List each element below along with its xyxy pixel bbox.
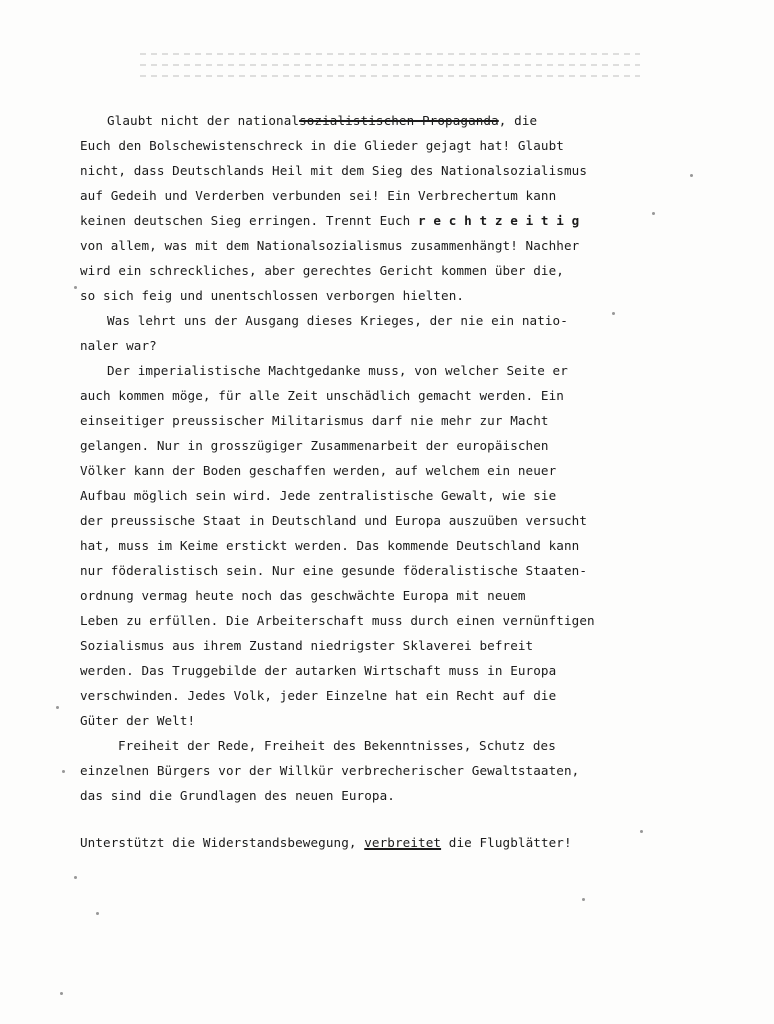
paragraph-3-line-14: verschwinden. Jedes Volk, jeder Einzelne hat ein Recht auf die	[80, 688, 557, 703]
scan-speck	[56, 706, 59, 709]
paragraph-1-line-3: nicht, dass Deutschlands Heil mit dem Sieg des Nationalsozialismus	[80, 163, 588, 178]
paragraph-3-line-6: Aufbau möglich sein wird. Jede zentralistische Gewalt, wie sie	[80, 488, 557, 503]
paragraph-4-line-3: das sind die Grundlagen des neuen Europa.	[80, 788, 395, 803]
paragraph-3-line-1: Der imperialistische Machtgedanke muss, von welcher Seite er	[107, 363, 568, 378]
scan-speck	[690, 174, 693, 177]
paragraph-1-line-5: keinen deutschen Sieg erringen. Trennt Euch r e c h t z e i t i g	[80, 213, 580, 228]
paragraph-3-line-7: der preussische Staat in Deutschland und Europa auszuüben versucht	[80, 513, 588, 528]
paragraph-3-line-12: Sozialismus aus ihrem Zustand niedrigster Sklaverei befreit	[80, 638, 534, 653]
scan-speck	[582, 898, 585, 901]
faint-bleed-through-text	[140, 44, 640, 86]
paragraph-3-line-13: werden. Das Truggebilde der autarken Wirtschaft muss in Europa	[80, 663, 557, 678]
paragraph-4-line-1: Freiheit der Rede, Freiheit des Bekenntnisses, Schutz des	[118, 738, 556, 753]
paragraph-1-line-4: auf Gedeih und Verderben verbunden sei! Ein Verbrechertum kann	[80, 188, 557, 203]
paragraph-3-line-15: Güter der Welt!	[80, 713, 196, 728]
paragraph-4-line-2: einzelnen Bürgers vor der Willkür verbrecherischer Gewaltstaaten,	[80, 763, 580, 778]
paragraph-1-line-7: wird ein schreckliches, aber gerechtes Gericht kommen über die,	[80, 263, 564, 278]
paragraph-2-line-2: naler war?	[80, 338, 157, 353]
scan-speck	[640, 830, 643, 833]
paragraph-3-line-4: gelangen. Nur in grosszügiger Zusammenarbeit der europäischen	[80, 438, 549, 453]
paragraph-1-line-2: Euch den Bolschewistenschreck in die Glieder gejagt hat! Glaubt	[80, 138, 564, 153]
struck-out-word: sozialistischen Propaganda	[299, 113, 499, 128]
paragraph-1-line-8: so sich feig und unentschlossen verborgen hielten.	[80, 288, 465, 303]
paragraph-3-line-3: einseitiger preussischer Militarismus darf nie mehr zur Macht	[80, 413, 549, 428]
paragraph-3-line-11: Leben zu erfüllen. Die Arbeiterschaft muss durch einen vernünftigen	[80, 613, 595, 628]
paragraph-3-line-8: hat, muss im Keime erstickt werden. Das kommende Deutschland kann	[80, 538, 580, 553]
paragraph-3-line-5: Völker kann der Boden geschaffen werden, auf welchem ein neuer	[80, 463, 557, 478]
paragraph-1-line-1: Glaubt nicht der nationalsozialistischen Propaganda, die	[107, 113, 538, 128]
underlined-word-verbreitet: verbreitet	[364, 835, 442, 850]
scan-speck	[96, 912, 99, 915]
paragraph-3-line-10: ordnung vermag heute noch das geschwächte Europa mit neuem	[80, 588, 526, 603]
paragraph-2-line-1: Was lehrt uns der Ausgang dieses Krieges, der nie ein natio-	[107, 313, 568, 328]
closing-appeal: Unterstützt die Widerstandsbewegung, verbreitet die Flugblätter!	[80, 835, 572, 850]
scan-speck	[62, 770, 65, 773]
leaflet-text	[80, 108, 660, 855]
paragraph-1-line-6: von allem, was mit dem Nationalsozialismus zusammenhängt! Nachher	[80, 238, 580, 253]
paragraph-3-line-9: nur föderalistisch sein. Nur eine gesunde föderalistische Staaten-	[80, 563, 588, 578]
spaced-word-rechtzeitig: r e c h t z e i t i g	[418, 213, 580, 228]
scan-speck	[612, 312, 615, 315]
scan-speck	[74, 876, 77, 879]
scan-speck	[652, 212, 655, 215]
scan-speck	[60, 992, 63, 995]
paragraph-3-line-2: auch kommen möge, für alle Zeit unschädlich gemacht werden. Ein	[80, 388, 564, 403]
scan-speck	[74, 286, 77, 289]
